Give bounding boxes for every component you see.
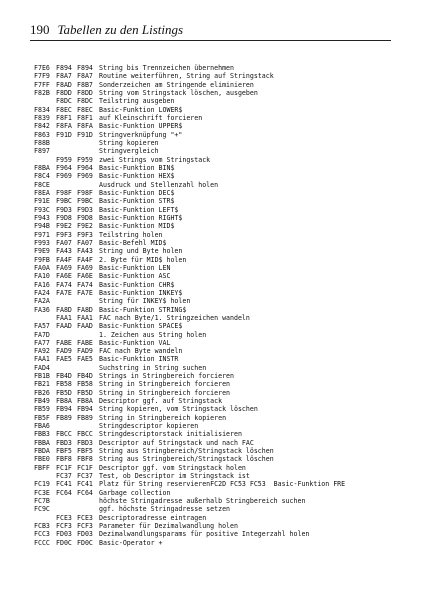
table-row [34,472,409,480]
address-col3: FAE5 [77,355,93,364]
row-description: Stringdescriptorstack initialisieren [99,430,242,439]
table-row [34,464,409,472]
address-col1: F7FF [34,80,50,89]
address-col2: FC37 [56,472,72,481]
table-row [34,222,409,230]
address-col2: FC1F [56,463,72,472]
address-col3: FB5D [77,388,93,397]
address-col2: FCF3 [56,522,72,531]
table-row [34,189,409,197]
address-col1: FA10 [34,272,50,281]
table-row [34,489,409,497]
address-col3: FA74 [77,280,93,289]
row-description: Basic-Funktion VAL [99,338,171,347]
address-col3: FB8A [77,397,93,406]
row-description: Basic-Funktion INSTR [99,355,179,364]
address-col3: F8DC [77,97,93,106]
address-col1: F863 [34,130,50,139]
table-row [34,122,409,130]
address-col1: FA0A [34,263,50,272]
row-description: FAC nach Byte/1. Stringzeichen wandeln [99,313,250,322]
table-row [34,314,409,322]
address-col2: F8AD [56,80,72,89]
row-description: Basic-Funktion LEN [99,263,171,272]
address-col2: FBF5 [56,447,72,456]
address-col1: FB21 [34,380,50,389]
address-col1: FC19 [34,480,50,489]
address-col1 [34,97,56,105]
row-description: Garbage collection [99,488,171,497]
address-col3 [77,497,99,505]
row-description: String in Stringbereich forcieren [99,388,231,397]
address-col1: F993 [34,238,50,247]
address-col3: FD0C [77,538,93,547]
table-row [34,522,409,530]
address-col2: F8FA [56,122,72,131]
address-col2: F9E2 [56,222,72,231]
address-col2: FAE5 [56,355,72,364]
address-col2 [56,364,77,372]
address-col3: FB89 [77,413,93,422]
row-description: String für INKEY$ holen [99,297,191,306]
row-description: Basic-Funktion RIGHT$ [99,213,183,222]
table-row [34,306,409,314]
row-description: Sonderzeichen am Stringende eliminieren [99,80,254,89]
row-description: Basic-Funktion ASC [99,272,171,281]
address-col2: F8DC [56,97,72,106]
address-col1: FBBA [34,438,50,447]
header-rule [30,40,391,41]
table-row [34,239,409,247]
address-col1: F7F9 [34,72,50,81]
address-col1: FC9C [34,505,50,514]
table-row [34,72,409,80]
address-col3: FA43 [77,247,93,256]
table-row [34,422,409,430]
address-col1 [34,156,56,164]
address-col2 [56,497,77,505]
table-row [34,380,409,388]
address-col2: F894 [56,64,72,72]
address-col2: FA4F [56,255,72,264]
table-row [34,172,409,180]
page-header [30,22,391,38]
address-col3: F959 [77,155,93,164]
address-col3 [77,297,99,305]
address-col3: F9E2 [77,222,93,231]
address-col1: FA16 [34,280,50,289]
row-description: Basic-Befehl MID$ [99,238,167,247]
table-row [34,539,409,547]
address-col1: F9FB [34,255,50,264]
address-col1: FB5F [34,413,50,422]
address-col2: F91D [56,130,72,139]
address-col3: F894 [77,64,93,72]
address-col3: FA69 [77,263,93,272]
address-col1 [34,514,56,522]
address-col3: F964 [77,163,93,172]
address-col2: F969 [56,172,72,181]
address-col3 [77,139,99,147]
table-row [34,505,409,513]
table-row [34,397,409,405]
address-col1: FA36 [34,305,50,314]
table-row [34,114,409,122]
address-col3: FBD3 [77,438,93,447]
table-row [34,447,409,455]
table-row [34,439,409,447]
table-row [34,231,409,239]
address-col2 [56,181,77,189]
address-col1: FBFF [34,463,50,472]
row-description: Ausdruck und Stellenzahl holen [99,180,219,189]
row-description: Suchstring in String suchen [99,363,207,372]
address-col3: FB4D [77,372,93,381]
row-description: Basic-Funktion BIN$ [99,163,175,172]
row-description: Stringdescriptor kopieren [99,422,199,431]
address-col1: F93C [34,205,50,214]
table-row [34,89,409,97]
row-description: 2. Byte für MID$ holen [99,255,187,264]
table-row [34,289,409,297]
address-col3: F9BC [77,197,93,206]
address-col2: FC64 [56,488,72,497]
address-col2: FD03 [56,530,72,539]
row-description: Test, ob Descriptor im Stringstack ist [99,472,250,481]
address-col1: F8C4 [34,172,50,181]
address-col2: F98F [56,188,72,197]
address-col3 [77,364,99,372]
address-col2 [56,505,77,513]
address-col2: FBF8 [56,455,72,464]
address-col2: FA07 [56,238,72,247]
table-row [34,297,409,305]
address-table [34,64,409,547]
page-number: 190 [30,22,50,37]
address-col1: FA77 [34,338,50,347]
address-col2: FD0C [56,538,72,547]
row-description: String kopieren [99,138,159,147]
row-description: Basic-Funktion UPPER$ [99,122,183,131]
table-row [34,164,409,172]
address-col1 [34,472,56,480]
address-col2: F8A7 [56,72,72,81]
table-row [34,430,409,438]
table-row [34,480,409,488]
address-col3: FB58 [77,380,93,389]
address-col2: FB4D [56,372,72,381]
address-col2 [56,147,77,155]
address-col3: FC37 [77,472,93,481]
address-col1: F91E [34,197,50,206]
address-col3: FBF5 [77,447,93,456]
address-col2: FA6E [56,272,72,281]
address-col2 [56,422,77,430]
address-col3: F98F [77,188,93,197]
address-col3: F8B7 [77,80,93,89]
address-col1: FC7B [34,497,50,506]
address-col1: F94B [34,222,50,231]
address-col1: F897 [34,147,50,156]
address-col3 [77,505,99,513]
address-col3: FAD9 [77,347,93,356]
address-col3: F8F1 [77,113,93,122]
address-col1: FBDA [34,447,50,456]
table-row [34,389,409,397]
row-description: Stringvergleich [99,147,159,156]
table-row [34,214,409,222]
row-description: Basic-Funktion MID$ [99,222,175,231]
address-col2: FB5D [56,388,72,397]
row-description: FAC nach Byte wandeln [99,347,183,356]
address-col3: FA8D [77,305,93,314]
table-row [34,256,409,264]
address-col3 [77,147,99,155]
table-row [34,64,409,72]
page-title: Tabellen zu den Listings [57,22,184,37]
row-description: Routine weiterführen, String auf Stringstack [99,72,274,81]
address-col1: FA24 [34,288,50,297]
address-col3: F8FA [77,122,93,131]
address-col3: F9D8 [77,213,93,222]
address-col3: FB94 [77,405,93,414]
address-col3 [77,331,99,339]
address-col1: FB26 [34,388,50,397]
address-col3: F9D3 [77,205,93,214]
address-col1: FCC3 [34,530,50,539]
address-col2: FC41 [56,480,72,489]
address-col1: F82B [34,88,50,97]
table-row [34,355,409,363]
address-col3: F8EC [77,105,93,114]
row-description: String und Byte holen [99,247,183,256]
row-description: 1. Zeichen aus String holen [99,330,207,339]
row-description: String vom Stringstack löschen, ausgeben [99,88,258,97]
row-description: Basic-Funktion DEC$ [99,188,175,197]
address-col1: FB1B [34,372,50,381]
address-col2: F9D8 [56,213,72,222]
table-row [34,156,409,164]
address-col2: F8F1 [56,113,72,122]
address-col1: FBE0 [34,455,50,464]
address-col1: F8BA [34,163,50,172]
address-col1: FBA6 [34,422,50,431]
address-col1: FAA1 [34,355,50,364]
address-col1: FB59 [34,405,50,414]
address-col2 [56,331,77,339]
table-row [34,322,409,330]
address-col2: FA8D [56,305,72,314]
table-row [34,331,409,339]
address-col1: F9E9 [34,247,50,256]
row-description: Basic-Funktion INKEY$ [99,288,183,297]
row-description: Platz für String reservierenFC2D FC53 FC53 Basic-Funktion FRE [99,480,346,489]
address-col1: F839 [34,113,50,122]
table-row [34,131,409,139]
address-col3: FAA1 [77,313,93,322]
address-col1: F7E6 [34,64,50,72]
row-description: ggf. höchste Stringadresse setzen [99,505,231,514]
address-col2: FBD3 [56,438,72,447]
table-row [34,97,409,105]
row-description: String in Stringbereich kopieren [99,413,227,422]
address-col1: FA92 [34,347,50,356]
address-col2: FB89 [56,413,72,422]
table-row [34,272,409,280]
address-col3: FCF3 [77,522,93,531]
row-description: Teilstring holen [99,230,163,239]
address-col2: FB94 [56,405,72,414]
table-row [34,364,409,372]
row-description: Stringverknüpfung "+" [99,130,183,139]
row-description: String kopieren, vom Stringstack löschen [99,405,258,414]
address-col1: FA7D [34,330,50,339]
address-col2: F9BC [56,197,72,206]
row-description: Basic-Operator + [99,538,163,547]
address-col1: FA2A [34,297,50,306]
row-description: String aus Stringbereich/Stringstack löschen [99,455,274,464]
address-col2: FA7E [56,288,72,297]
address-col3: FBCC [77,430,93,439]
row-description: String bis Trennzeichen übernehmen [99,64,234,72]
address-col3: F91D [77,130,93,139]
table-row [34,372,409,380]
address-col1: FBB3 [34,430,50,439]
address-col1: FCB3 [34,522,50,531]
address-col3: F9F3 [77,230,93,239]
table-row [34,147,409,155]
table-row [34,81,409,89]
address-col1 [34,314,56,322]
row-description: Descriptor auf Stringstack und nach FAC [99,438,254,447]
row-description: Parameter für Dezimalwandlung holen [99,522,238,531]
address-col1: F943 [34,213,50,222]
address-col2: FA69 [56,263,72,272]
address-col1: F834 [34,105,50,114]
address-col2: FCE3 [56,513,72,522]
address-col2: FB8A [56,397,72,406]
row-description: Descriptor ggf. vom Stringstack holen [99,463,246,472]
row-description: Strings in Stringbereich forcieren [99,372,234,381]
address-col3: FD03 [77,530,93,539]
address-col2: F9F3 [56,230,72,239]
address-col1: FCCC [34,538,50,547]
table-row [34,139,409,147]
address-col3: F969 [77,172,93,181]
row-description: Basic-Funktion HEX$ [99,172,175,181]
address-col3: F8A7 [77,72,93,81]
row-description: Basic-Funktion LEFT$ [99,205,179,214]
row-description: String in Stringbereich forcieren [99,380,231,389]
row-description: zwei Strings vom Stringstack [99,155,211,164]
address-col3: FABE [77,338,93,347]
address-col3: FA07 [77,238,93,247]
address-col1: FA57 [34,322,50,331]
address-col2: F9D3 [56,205,72,214]
address-col3: FC1F [77,463,93,472]
address-col3: FA7E [77,288,93,297]
table-row [34,264,409,272]
address-col2: FB58 [56,380,72,389]
address-col2: FAD9 [56,347,72,356]
address-col3 [77,181,99,189]
table-row [34,181,409,189]
row-description: auf Kleinschrift forcieren [99,113,203,122]
row-description: String aus Stringbereich/Stringstack löschen [99,447,274,456]
row-description: Dezimalwandlungsparams für positive Integerzahl holen [99,530,310,539]
table-row [34,339,409,347]
row-description: Teilstring ausgeben [99,97,175,106]
table-row [34,106,409,114]
address-col2: FAAD [56,322,72,331]
address-col1: FAD4 [34,363,50,372]
address-col2: FAA1 [56,313,72,322]
address-col2: F964 [56,163,72,172]
table-row [34,206,409,214]
address-col2: F8EC [56,105,72,114]
row-description: Basic-Funktion STR$ [99,197,175,206]
address-col2 [56,297,77,305]
table-row [34,247,409,255]
address-col3: FC64 [77,488,93,497]
row-description: Descriptoradresse eintragen [99,513,207,522]
row-description: Basic-Funktion SPACE$ [99,322,183,331]
address-col2 [56,139,77,147]
row-description: Basic-Funktion LOWER$ [99,105,183,114]
table-row [34,497,409,505]
address-col1: F88B [34,138,50,147]
table-row [34,530,409,538]
row-description: Basic-Funktion CHR$ [99,280,175,289]
address-col3: F8DD [77,88,93,97]
address-col1: F8CE [34,180,50,189]
address-col3 [77,422,99,430]
address-col3: FC41 [77,480,93,489]
address-col2: FA43 [56,247,72,256]
address-col1: F8EA [34,188,50,197]
address-col1: F842 [34,122,50,131]
table-row [34,281,409,289]
table-row [34,347,409,355]
table-row [34,414,409,422]
address-col1: F971 [34,230,50,239]
table-row [34,455,409,463]
address-col3: FAAD [77,322,93,331]
address-col3: FCE3 [77,513,93,522]
row-description: höchste Stringadresse außerhalb Stringbereich suchen [99,497,306,506]
table-row [34,514,409,522]
table-row [34,405,409,413]
table-row [34,197,409,205]
row-description: Basic-Funktion STRING$ [99,305,187,314]
address-col2: FBCC [56,430,72,439]
address-col3: FA6E [77,272,93,281]
address-col1: FC3E [34,488,50,497]
address-col3: FBF8 [77,455,93,464]
address-col2: F959 [56,155,72,164]
address-col2: F8DD [56,88,72,97]
address-col1: FB49 [34,397,50,406]
address-col2: FABE [56,338,72,347]
address-col2: FA74 [56,280,72,289]
row-description: Descriptor ggf. auf Stringstack [99,397,223,406]
address-col3: FA4F [77,255,93,264]
